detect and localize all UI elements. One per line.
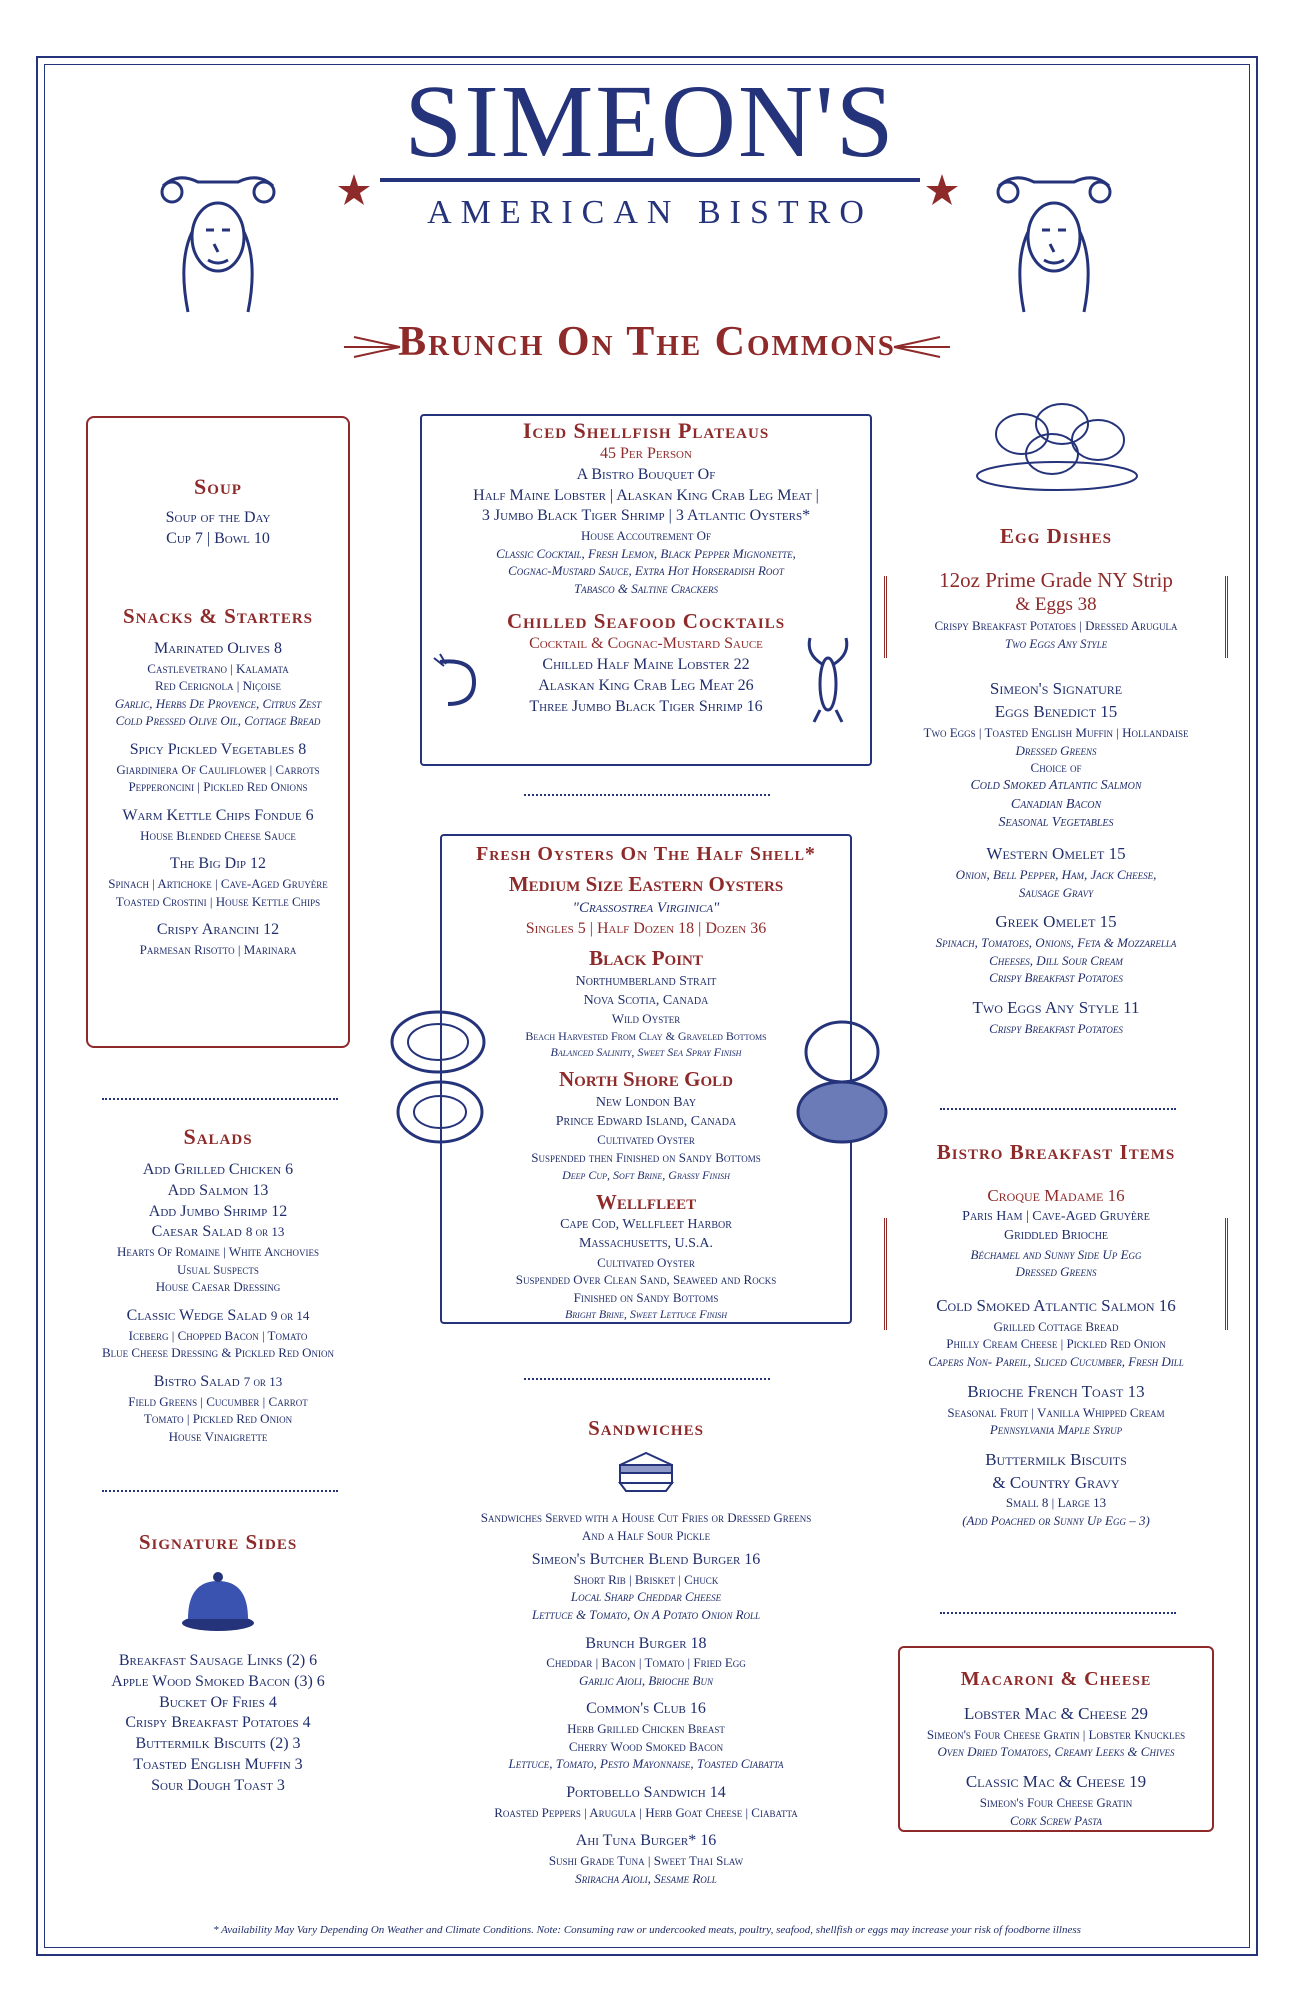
oysters-intro-name: Medium Size Eastern Oysters xyxy=(508,872,784,896)
plateaus-note: Cognac-Mustard Sauce, Extra Hot Horseradish Root xyxy=(508,563,784,579)
breakfast-note: Capers Non- Pareil, Sliced Cucumber, Fresh Dill xyxy=(928,1354,1184,1370)
breakfast-name: Buttermilk Biscuits xyxy=(985,1449,1127,1469)
cocktails-title: Chilled Seafood Cocktails xyxy=(506,609,786,634)
divider xyxy=(940,1612,1176,1614)
snack-desc: Red Cerignola | Niçoise xyxy=(154,678,282,694)
snack-desc: Giardiniera Of Cauliflower | Carrots xyxy=(116,761,320,777)
sandwich-item xyxy=(424,1783,868,1821)
egg-item xyxy=(880,678,1232,833)
oyster-note: Bright Brine, Sweet Lettuce Finish xyxy=(564,1307,728,1322)
egg-desc: Two Eggs | Toasted English Muffin | Hollandaise xyxy=(923,724,1189,740)
mac-name: Lobster Mac & Cheese 29 xyxy=(963,1704,1149,1723)
egg-item xyxy=(880,997,1232,1037)
soup-item-price: Cup 7 | Bowl 10 xyxy=(166,529,270,547)
oyster-desc: Finished on Sandy Bottoms xyxy=(573,1289,719,1305)
salad-addon: Add Salmon 13 xyxy=(167,1181,269,1199)
oysters-title: Fresh Oysters On The Half Shell* xyxy=(476,843,816,865)
snacks-title: Snacks & Starters xyxy=(122,604,314,628)
sandwich-icon xyxy=(616,1449,676,1495)
salad-name: Classic Wedge Salad xyxy=(126,1306,267,1324)
sandwich-desc: Cheddar | Bacon | Tomato | Fried Egg xyxy=(546,1655,746,1671)
salad-price: 8 or 13 xyxy=(245,1224,285,1240)
breakfast-name: Cold Smoked Atlantic Salmon 16 xyxy=(936,1296,1176,1315)
star-icon xyxy=(336,172,372,208)
breakfast-name: Croque Madame 16 xyxy=(987,1186,1125,1206)
sandwich-name: Portobello Sandwich 14 xyxy=(566,1783,726,1801)
sandwich-name: Common's Club 16 xyxy=(586,1700,706,1718)
egg-note: Crispy Breakfast Potatoes xyxy=(989,970,1123,986)
salad-desc: Hearts Of Romaine | White Anchovies xyxy=(117,1244,319,1260)
breakfast-note: Pennsylvania Maple Syrup xyxy=(989,1422,1123,1438)
sandwich-desc: Roasted Peppers | Arugula | Herb Goat Cheese | Ciabatta xyxy=(494,1804,798,1820)
salads-section xyxy=(90,1124,346,1455)
eggs-icon xyxy=(972,384,1142,494)
sandwich-desc: Cherry Wood Smoked Bacon xyxy=(568,1738,724,1754)
soup-item-name: Soup of the Day xyxy=(165,509,271,526)
snack-note: Garlic, Herbs De Provence, Citrus Zest xyxy=(114,695,322,711)
salad-desc: House Vinaigrette xyxy=(168,1428,268,1444)
strip-box xyxy=(884,576,1228,658)
sandwiches-intro: Sandwiches Served with a House Cut Fries or Dressed Greens xyxy=(480,1510,812,1525)
snack-item xyxy=(90,639,346,730)
footer-disclaimer: * Availability May Vary Depending On Weather and Climate Conditions. Note: Consuming raw or undercooked meats, poultry, seafood, shellfish or eggs may increase your risk of foodborne illness xyxy=(213,1924,1081,1936)
banner-flourish-right xyxy=(890,332,950,362)
ionic-bust-icon xyxy=(994,172,1114,322)
salad-price: 9 or 14 xyxy=(270,1307,310,1323)
sides-section xyxy=(90,1530,346,1797)
sandwich-note: Garlic Aioli, Brioche Bun xyxy=(579,1672,713,1688)
oyster-name: Wellfleet xyxy=(595,1189,697,1214)
breakfast-note: Dressed Greens xyxy=(1015,1264,1097,1280)
mac-title: Macaroni & Cheese xyxy=(960,1668,1152,1690)
cocktails-item: Three Jumbo Black Tiger Shrimp 16 xyxy=(529,697,763,715)
side-item: Toasted English Muffin 3 xyxy=(133,1755,303,1773)
egg-item xyxy=(880,843,1232,901)
salad-desc: Blue Cheese Dressing & Pickled Red Onion xyxy=(101,1345,335,1361)
sandwich-note: Sriracha Aioli, Sesame Roll xyxy=(575,1870,717,1886)
salad-desc: House Caesar Dressing xyxy=(155,1279,281,1295)
egg-note: Dressed Greens xyxy=(1015,742,1097,758)
snack-desc: House Blended Cheese Sauce xyxy=(140,827,296,843)
egg-note: Crispy Breakfast Potatoes xyxy=(989,1020,1123,1036)
snack-name: Crispy Arancini 12 xyxy=(156,921,280,939)
snack-desc: Pepperoncini | Pickled Red Onions xyxy=(128,779,308,795)
plateaus-title: Iced Shellfish Plateaus xyxy=(522,418,770,443)
salad-desc: Usual Suspects xyxy=(177,1261,259,1277)
lobster-icon xyxy=(800,634,856,724)
sandwich-name: Brunch Burger 18 xyxy=(585,1634,707,1652)
egg-note: Cheeses, Dill Sour Cream xyxy=(989,952,1123,968)
sandwich-item xyxy=(424,1831,868,1887)
side-item: Breakfast Sausage Links (2) 6 xyxy=(118,1652,318,1669)
egg-note: Spinach, Tomatoes, Onions, Feta & Mozzarella xyxy=(935,935,1177,951)
oysters-section xyxy=(444,842,848,1323)
breakfast-title: Bistro Breakfast Items xyxy=(936,1140,1176,1164)
oyster-desc: Cultivated Oyster xyxy=(597,1132,695,1148)
sandwich-note: Lettuce, Tomato, Pesto Mayonnaise, Toasted Ciabatta xyxy=(508,1756,784,1772)
banner-title: Brunch On The Commons xyxy=(398,319,896,365)
salad-name: Bistro Salad xyxy=(153,1372,240,1390)
snack-name: Spicy Pickled Vegetables 8 xyxy=(129,740,307,758)
sandwich-item xyxy=(424,1550,868,1623)
sides-title: Signature Sides xyxy=(138,1530,298,1554)
oyster-desc: Wild Oyster xyxy=(611,1011,681,1027)
mac-item xyxy=(902,1703,1210,1761)
cocktails-desc: Cocktail & Cognac-Mustard Sauce xyxy=(529,635,763,653)
oyster-name: North Shore Gold xyxy=(558,1067,733,1092)
salad-desc: Tomato | Pickled Red Onion xyxy=(143,1411,293,1427)
sandwich-desc: Short Rib | Brisket | Chuck xyxy=(573,1571,719,1587)
mac-desc: Simeon's Four Cheese Gratin xyxy=(979,1794,1133,1810)
side-item: Apple Wood Smoked Bacon (3) 6 xyxy=(111,1672,325,1690)
egg-name: Greek Omelet 15 xyxy=(995,912,1117,932)
snack-desc: Parmesan Risotto | Marinara xyxy=(139,941,297,957)
breakfast-desc: Seasonal Fruit | Vanilla Whipped Cream xyxy=(947,1404,1165,1420)
cocktails-item: Alaskan King Crab Leg Meat 26 xyxy=(538,676,754,694)
snack-desc: Spinach | Artichoke | Cave-Aged Gruyère xyxy=(108,876,328,892)
egg-item xyxy=(880,911,1232,987)
oyster-desc: Suspended then Finished on Sandy Bottoms xyxy=(531,1149,761,1165)
ionic-bust-icon xyxy=(158,172,278,322)
plateaus-note: Classic Cocktail, Fresh Lemon, Black Pepper Mignonette, xyxy=(496,545,796,561)
snack-item xyxy=(90,854,346,910)
egg-desc: Crispy Breakfast Potatoes | Dressed Arugula xyxy=(934,618,1178,633)
plateaus-desc: 3 Jumbo Black Tiger Shrimp | 3 Atlantic Oysters* xyxy=(481,507,811,525)
egg-name: Eggs Benedict 15 xyxy=(994,702,1118,722)
brand-header xyxy=(330,64,970,232)
breakfast-section xyxy=(880,1140,1232,1540)
sandwiches-intro: And a Half Sour Pickle xyxy=(581,1527,711,1543)
sandwich-desc: Sushi Grade Tuna | Sweet Thai Slaw xyxy=(548,1853,744,1868)
oysters-intro-price: Singles 5 | Half Dozen 18 | Dozen 36 xyxy=(525,919,767,937)
mac-item xyxy=(902,1771,1210,1829)
egg-note: Onion, Bell Pepper, Ham, Jack Cheese, xyxy=(955,867,1157,883)
oysters-intro-latin: "Crassostrea Virginica" xyxy=(572,900,720,917)
oyster-desc: New London Bay xyxy=(595,1094,697,1110)
eggs-title: Egg Dishes xyxy=(1000,524,1112,548)
breakfast-desc: Paris Ham | Cave-Aged Gruyère xyxy=(962,1209,1150,1225)
snack-item xyxy=(90,740,346,796)
oyster-desc: Suspended Over Clean Sand, Seaweed and Rocks xyxy=(515,1272,777,1288)
plateaus-note: Tabasco & Saltine Crackers xyxy=(573,580,719,596)
plateaus-price: 45 Per Person xyxy=(600,445,692,462)
oyster-name: Black Point xyxy=(589,946,703,971)
egg-note: Cold Smoked Atlantic Salmon xyxy=(970,777,1142,793)
divider xyxy=(524,1378,770,1380)
egg-note: Two Eggs Any Style xyxy=(1004,635,1108,651)
side-item: Bucket Of Fries 4 xyxy=(159,1693,277,1711)
oyster-desc: Nova Scotia, Canada xyxy=(583,992,709,1008)
snack-name: Marinated Olives 8 xyxy=(154,640,282,657)
salad-addon: Add Jumbo Shrimp 12 xyxy=(148,1202,288,1220)
cloche-icon xyxy=(178,1565,258,1635)
snack-note: Cold Pressed Olive Oil, Cottage Bread xyxy=(115,713,321,729)
soup-section xyxy=(90,474,346,550)
brand-subtitle: AMERICAN BISTRO xyxy=(427,194,873,231)
mac-desc: Simeon's Four Cheese Gratin | Lobster Knuckles xyxy=(926,1726,1186,1742)
salad-item xyxy=(90,1372,346,1445)
cocktails-item: Chilled Half Maine Lobster 22 xyxy=(542,656,750,674)
egg-name: Two Eggs Any Style 11 xyxy=(972,997,1140,1017)
oyster-note: Deep Cup, Soft Brine, Grassy Finish xyxy=(562,1167,730,1182)
oyster-desc: Northumberland Strait xyxy=(575,973,717,989)
breakfast-note: Béchamel and Sunny Side Up Egg xyxy=(970,1246,1142,1262)
oyster-desc: Cape Cod, Wellfleet Harbor xyxy=(560,1217,732,1232)
egg-note: Canadian Bacon xyxy=(1010,796,1102,812)
oyster-desc: Cultivated Oyster xyxy=(597,1254,695,1270)
sandwiches-section xyxy=(424,1416,868,1897)
oyster-icon xyxy=(792,1016,892,1146)
snack-desc: Toasted Crostini | House Kettle Chips xyxy=(115,893,321,909)
breakfast-item xyxy=(880,1381,1232,1439)
egg-name: Western Omelet 15 xyxy=(986,844,1126,864)
egg-name: 12oz Prime Grade NY Strip xyxy=(939,568,1173,592)
snacks-section xyxy=(90,604,346,968)
salads-title: Salads xyxy=(183,1124,253,1149)
sandwich-name: Simeon's Butcher Blend Burger 16 xyxy=(531,1551,761,1569)
divider xyxy=(524,794,770,796)
side-item: Crispy Breakfast Potatoes 4 xyxy=(125,1714,311,1732)
croque-box xyxy=(884,1218,1228,1330)
snack-desc: Castlevetrano | Kalamata xyxy=(147,660,289,676)
oyster-icon xyxy=(388,1000,498,1150)
oyster-desc: Massachusetts, U.S.A. xyxy=(578,1235,714,1251)
sandwich-desc: Herb Grilled Chicken Breast xyxy=(567,1721,725,1737)
sandwich-item xyxy=(424,1634,868,1690)
snack-name: The Big Dip 12 xyxy=(169,855,267,873)
breakfast-note: (Add Poached or Sunny Up Egg – 3) xyxy=(962,1513,1150,1529)
star-icon xyxy=(924,172,960,208)
salad-addon: Add Grilled Chicken 6 xyxy=(142,1161,294,1178)
salad-desc: Field Greens | Cucumber | Carrot xyxy=(128,1393,308,1409)
oyster-note: Balanced Salinity, Sweet Sea Spray Finish xyxy=(550,1045,742,1060)
sandwich-name: Ahi Tuna Burger* 16 xyxy=(575,1832,717,1850)
salad-name: Caesar Salad xyxy=(151,1223,242,1241)
soup-title: Soup xyxy=(194,474,242,499)
salad-item xyxy=(90,1306,346,1362)
egg-name: & Eggs 38 xyxy=(1015,594,1097,616)
oyster-desc: Prince Edward Island, Canada xyxy=(555,1113,737,1129)
snack-name: Warm Kettle Chips Fondue 6 xyxy=(122,806,314,824)
snack-item xyxy=(90,806,346,844)
side-item: Sour Dough Toast 3 xyxy=(151,1776,285,1794)
salad-price: 7 or 13 xyxy=(243,1373,283,1389)
mac-note: Oven Dried Tomatoes, Creamy Leeks & Chives xyxy=(937,1744,1175,1760)
sandwiches-title: Sandwiches xyxy=(588,1416,704,1440)
sandwich-item xyxy=(424,1699,868,1772)
shrimp-icon xyxy=(430,652,484,712)
sandwich-note: Local Sharp Cheddar Cheese xyxy=(570,1589,722,1605)
breakfast-name: Brioche French Toast 13 xyxy=(967,1381,1145,1401)
snack-item xyxy=(90,920,346,958)
plateaus-desc: House Accoutrement Of xyxy=(581,528,711,544)
divider xyxy=(102,1098,338,1100)
salad-desc: Iceberg | Chopped Bacon | Tomato xyxy=(128,1327,308,1343)
mac-note: Cork Screw Pasta xyxy=(1010,1812,1102,1828)
breakfast-desc: Small 8 | Large 13 xyxy=(1005,1495,1107,1511)
breakfast-desc: Philly Cream Cheese | Pickled Red Onion xyxy=(946,1336,1166,1352)
breakfast-item xyxy=(880,1449,1232,1530)
sandwich-note: Lettuce & Tomato, On A Potato Onion Roll xyxy=(531,1606,761,1622)
egg-note: Choice of xyxy=(1030,760,1082,776)
breakfast-desc: Grilled Cottage Bread xyxy=(993,1318,1119,1334)
brand-name: SIMEON'S xyxy=(404,64,896,179)
salad-item xyxy=(90,1222,346,1295)
mac-section xyxy=(902,1668,1210,1839)
banner xyxy=(340,318,954,366)
plateaus-desc: A Bistro Bouquet Of xyxy=(576,465,716,483)
divider xyxy=(940,1108,1176,1110)
oyster-desc: Beach Harvested From Clay & Graveled Bottoms xyxy=(525,1028,767,1043)
egg-note: Seasonal Vegetables xyxy=(998,815,1114,831)
side-item: Buttermilk Biscuits (2) 3 xyxy=(135,1735,301,1753)
egg-note: Sausage Gravy xyxy=(1018,884,1094,900)
mac-name: Classic Mac & Cheese 19 xyxy=(965,1772,1147,1792)
plateaus-desc: Half Maine Lobster | Alaskan King Crab Leg Meat | xyxy=(473,486,819,504)
divider xyxy=(102,1490,338,1492)
breakfast-name: & Country Gravy xyxy=(992,1472,1120,1492)
egg-name: Simeon's Signature xyxy=(989,679,1123,699)
breakfast-desc: Griddled Brioche xyxy=(1003,1228,1109,1244)
